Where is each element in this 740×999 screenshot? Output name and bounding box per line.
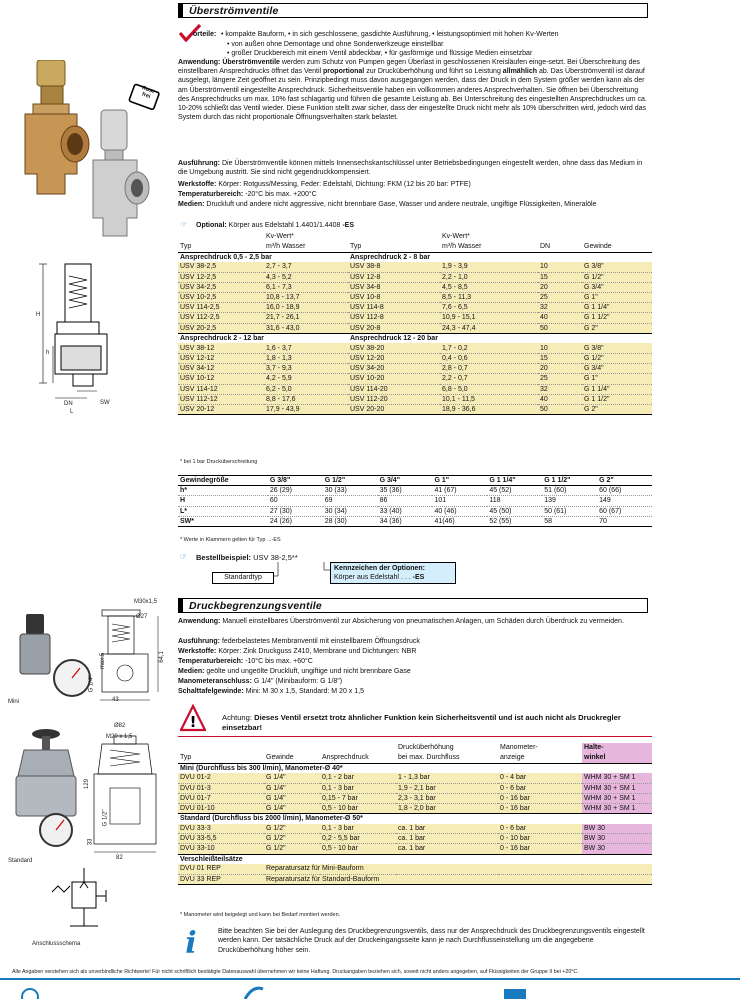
- h-man1: Manometer-: [500, 744, 538, 752]
- kv-right: 18,9 - 36,6: [440, 405, 538, 415]
- kv-left: 6,2 - 5,0: [264, 384, 348, 394]
- table-row: [178, 364, 652, 374]
- dim-m30: M30x1,5: [134, 599, 158, 605]
- kv-right: 2,2 - 0,7: [440, 374, 538, 384]
- typ-right: USV 112-20: [348, 394, 440, 404]
- value-cell: 34 (36): [378, 516, 433, 526]
- haltewinkel: WHM 30 + SM 1: [582, 773, 652, 783]
- dim-H: H: [36, 312, 41, 318]
- dim-g14: G 1/4": [88, 675, 95, 693]
- ansprechdruck: 0,2 - 5,5 bar: [320, 834, 396, 844]
- table3-footnote: * Manometer wird beigelegt und kann bei Bedarf montiert werden.: [180, 912, 341, 918]
- h-dn: DN: [540, 243, 551, 251]
- group-standard-header: [178, 814, 652, 824]
- h-halte2: winkel: [582, 753, 652, 763]
- table-row: [178, 282, 652, 292]
- footer-rule: [0, 978, 740, 980]
- beschreibung: Reparatursatz für Mini-Bauform: [264, 864, 652, 874]
- druckueberhoehung: 1 - 1,3 bar: [396, 773, 498, 783]
- svg-text:!: !: [189, 713, 197, 731]
- typ-right: USV 34-20: [348, 364, 440, 374]
- typ-left: USV 12-2,5: [178, 272, 264, 282]
- dn: 15: [538, 353, 582, 363]
- group-header-row: [178, 333, 652, 343]
- value-cell: 69: [323, 496, 378, 506]
- table-row: [178, 343, 652, 353]
- kv-right: 7,6 - 6,5: [440, 303, 538, 313]
- druckueberhoehung: 1,9 - 2,1 bar: [396, 783, 498, 793]
- typ: DVU 01 REP: [178, 864, 264, 874]
- value-cell: 26 (29): [268, 486, 323, 496]
- werkstoffe-line: Werkstoffe: Körper: Rotguss/Messing, Feder: Edelstahl, Dichtung: FKM (12 bis 20 bar: PTFE): [178, 181, 471, 188]
- dn: 40: [538, 313, 582, 323]
- table1-footnote: * bei 1 bar Drucküberschreitung: [180, 459, 258, 465]
- footer-disclaimer: Alle Angaben verstehen sich als unverbindliche Richtwerte! Für nicht schriftlich bestätigte Datenauswahl übernehmen wir keine Haftung. Druckangaben beziehen sich, soweit nicht anders angegeben, auf Flüssigkeiten der Gruppe II bei +20°C.: [12, 969, 579, 975]
- value-cell: 27 (30): [268, 506, 323, 516]
- section-header-ueberstroemventile: [178, 3, 648, 18]
- group-title: Mini (Durchfluss bis 300 l/min), Manometer-Ø 40*: [178, 763, 652, 773]
- s2-manometeranschluss: Manometeranschluss: G 1/4" (Minibauform: G 1/8"): [178, 678, 343, 685]
- dn: 10: [538, 343, 582, 353]
- value-cell: 60 (67): [597, 506, 652, 516]
- manometer: 0 - 16 bar: [498, 793, 582, 803]
- gewinde: G 3/8": [582, 343, 652, 353]
- h-typ: Typ: [180, 754, 192, 762]
- row-label: h*: [178, 486, 268, 496]
- h-ansp: Ansprechdruck: [322, 754, 369, 762]
- gewinde: G 1 1/4": [582, 384, 652, 394]
- gewinde: G 1/2": [582, 353, 652, 363]
- h-typ1: Typ: [180, 243, 192, 251]
- footer-logos: [0, 983, 740, 999]
- dim-g12: G 1/2": [102, 809, 109, 827]
- h-dru1: Drucküberhöhung: [398, 744, 454, 752]
- section-header-druckbegrenzungsventile: [178, 598, 648, 613]
- row-label: L*: [178, 506, 268, 516]
- typ-right: USV 12-8: [348, 272, 440, 282]
- kv-left: 1,6 - 3,7: [264, 343, 348, 353]
- h-kv2: Kv-Wert*: [442, 233, 470, 241]
- dn: 25: [538, 292, 582, 302]
- table-row: [178, 313, 652, 323]
- gewinde: G 1/4": [264, 773, 320, 783]
- vorteile-label: orteile:: [193, 31, 217, 38]
- group-mini-header: [178, 763, 652, 773]
- value-cell: 30 (34): [323, 506, 378, 516]
- haltewinkel: WHM 30 + SM 1: [582, 793, 652, 803]
- kv-left: 1,8 - 1,3: [264, 353, 348, 363]
- table-row: [178, 793, 652, 803]
- table-row: [178, 384, 652, 394]
- ansprechdruck: 0,1 - 3 bar: [320, 783, 396, 793]
- table-row: [178, 272, 652, 282]
- typ-left: USV 10-12: [178, 374, 264, 384]
- header-cell: G 1 1/2": [542, 476, 597, 486]
- value-cell: 30 (33): [323, 486, 378, 496]
- dn: 10: [538, 262, 582, 272]
- gewinde: G 1 1/2": [582, 313, 652, 323]
- druckueberhoehung: 1,8 - 2,0 bar: [396, 803, 498, 813]
- kv-left: 16,0 - 18,9: [264, 303, 348, 313]
- table-row: [178, 323, 652, 333]
- druckbegrenzungsventile-table: [178, 743, 652, 885]
- typ-left: USV 20-12: [178, 405, 264, 415]
- kv-right: 24,3 - 47,4: [440, 323, 538, 333]
- dim-43: 43: [112, 697, 119, 703]
- value-cell: 101: [432, 496, 487, 506]
- dn: 32: [538, 303, 582, 313]
- ueberstroemventile-table: [178, 232, 652, 415]
- haltewinkel: WHM 30 + SM 1: [582, 783, 652, 793]
- kv-left: 4,2 - 5,9: [264, 374, 348, 384]
- anwendung-paragraph: Anwendung: Überströmventile werden zum Schutz von Pumpen gegen Überlast in geschlossenen Kreisläufen einge-setzt. Bei Überschreitung des einstellbaren Ansprechdrucks öffnet das Ventil proportional zur Drucküberhöhung und führt so Leistung allmählich ab. Das Überströmventil ist darauf ausgelegt, längere Zeit geöffnet zu sein. Prinzipbedingt muss davon ausgegangen werden, dass der Druck in dem System größer werden kann als der am Überströmventil eingestellte Ansprechdruck. Sicherheitsventile haben ein vollkommen anderes Ansprechverhalten. Sie öffnen bei Überschreitung des Ansprechdrucks um max. 10% fast schlagartig und führen die gesamte Leistung ab. Bei Unterschreitung des eingestellten Ansprechdruckes um ca. 10-20% schließt das Ventil wieder. Diese Funktion stellt zwar sicher, dass der eingestellte Druck nicht mehr als 10% überschritten wird, jedoch wird das System durch das nicht proportionale Öffnungsverhalten stark belastet.: [178, 59, 647, 122]
- table-row: [178, 303, 652, 313]
- dim-82b: 82: [116, 855, 123, 861]
- value-cell: 60 (66): [597, 486, 652, 496]
- header-cell: G 1/2": [323, 476, 378, 486]
- mini-label: Mini: [8, 699, 20, 705]
- info-icon: [180, 926, 202, 956]
- haltewinkel: BW 30: [582, 834, 652, 844]
- typ-right: USV 12-20: [348, 353, 440, 363]
- typ: DVU 01-10: [178, 803, 264, 813]
- anschlussschema-label: Anschlussschema: [32, 941, 81, 947]
- gewinde: G 1/2": [264, 834, 320, 844]
- info-text: Bitte beachten Sie bei der Auslegung des Druckbegrenzungsventils, dass nur der Ansprechdruck des Druckbegrenzungsventils eingestellt werden kann. Der tatsächliche Druck auf der Druckeingangsseite kann je nach Durchflusseinstellung um die angegebene Drucküberhöhung höher sein.: [218, 928, 645, 954]
- typ-left: USV 20-2,5: [178, 323, 264, 333]
- warning-text: Achtung: Dieses Ventil ersetzt trotz ähnlicher Funktion kein Sicherheitsventil und ist auch nicht als Druckregler einsetzbar!: [222, 713, 621, 732]
- header-cell: Gewindegröße: [178, 476, 268, 486]
- typ-left: USV 38-2,5: [178, 262, 264, 272]
- gewinde: G 1/2": [582, 272, 652, 282]
- ansprechdruck: 0,5 - 10 bar: [320, 844, 396, 854]
- group-title-left: Ansprechdruck 2 - 12 bar: [178, 333, 348, 343]
- value-cell: 41 (67): [432, 486, 487, 496]
- value-cell: 28 (30): [323, 516, 378, 526]
- kv-right: 8,5 - 11,3: [440, 292, 538, 302]
- gewinde: G 2": [582, 323, 652, 333]
- typ-right: USV 114-8: [348, 303, 440, 313]
- dn: 32: [538, 384, 582, 394]
- typ: DVU 01-2: [178, 773, 264, 783]
- table-row: [178, 506, 652, 516]
- standardtyp-box: Standardtyp: [212, 572, 274, 584]
- manometer: 0 - 16 bar: [498, 803, 582, 813]
- group-title-right: Ansprechdruck 12 - 20 bar: [348, 333, 652, 343]
- kv-left: 17,9 - 43,9: [264, 405, 348, 415]
- kennzeichen-box: Kennzeichen der Optionen: Körper aus Edelstahl . . . -ES: [330, 562, 456, 584]
- gewinde: G 1": [582, 292, 652, 302]
- value-cell: 86: [378, 496, 433, 506]
- gewinde: G 1 1/4": [582, 303, 652, 313]
- gewinde: G 1/4": [264, 793, 320, 803]
- header-cell: G 3/8": [268, 476, 323, 486]
- table2-footnote: * Werte in Klammern gelten für Typ ...-ES: [180, 537, 281, 543]
- table-header-row: [178, 476, 652, 486]
- vorteile-line-2: • von außen ohne Demontage und ohne Sonderwerkzeuge einstellbar: [227, 40, 444, 48]
- value-cell: 33 (40): [378, 506, 433, 516]
- manometer: 0 - 4 bar: [498, 773, 582, 783]
- h-kv1: Kv-Wert*: [266, 233, 294, 241]
- typ-left: USV 114-12: [178, 384, 264, 394]
- table-row: [178, 844, 652, 854]
- value-cell: 58: [542, 516, 597, 526]
- table-row: [178, 874, 652, 884]
- value-cell: 40 (46): [432, 506, 487, 516]
- gewinde: G 3/4": [582, 364, 652, 374]
- table-row: [178, 803, 652, 813]
- ansprechdruck: 0,15 - 7 bar: [320, 793, 396, 803]
- kv-left: 3,7 - 9,3: [264, 364, 348, 374]
- table-row: [178, 516, 652, 526]
- kv-right: 1,7 - 0,2: [440, 343, 538, 353]
- gewinde: G 3/4": [582, 282, 652, 292]
- h-gewinde: Gewinde: [584, 243, 612, 251]
- kv-left: 31,6 - 43,0: [264, 323, 348, 333]
- value-cell: 45 (50): [487, 506, 542, 516]
- s2-anwendung: Anwendung: Manuell einstellbares Überströmventil zur Absicherung von pneumatischen Anlagen, um Schäden durch Überdruck zu vermeiden.: [178, 618, 624, 625]
- typ-right: USV 114-20: [348, 384, 440, 394]
- kv-left: 4,3 - 5,2: [264, 272, 348, 282]
- technical-drawing-valve: [25, 258, 125, 418]
- value-cell: 60: [268, 496, 323, 506]
- kv-right: 0,4 - 0,6: [440, 353, 538, 363]
- h-dru2: bei max. Durchfluss: [398, 754, 460, 762]
- kv-left: 21,7 - 26,1: [264, 313, 348, 323]
- druckueberhoehung: ca. 1 bar: [396, 844, 498, 854]
- value-cell: 51 (60): [542, 486, 597, 496]
- group-verschleiss-header: [178, 854, 652, 864]
- manometer: 0 - 6 bar: [498, 824, 582, 834]
- section-title: Überströmventile: [189, 5, 279, 17]
- dim-129: 129: [84, 778, 91, 789]
- kv-right: 4,5 - 8,5: [440, 282, 538, 292]
- value-cell: 52 (55): [487, 516, 542, 526]
- typ-left: USV 38-12: [178, 343, 264, 353]
- ansprechdruck: 0,1 - 2 bar: [320, 773, 396, 783]
- h-man2: anzeige: [500, 754, 525, 762]
- gewinde: G 2": [582, 405, 652, 415]
- typ-left: USV 12-12: [178, 353, 264, 363]
- kv-left: 2,7 - 3,7: [264, 262, 348, 272]
- typ-right: USV 10-20: [348, 374, 440, 384]
- group-title: Standard (Durchfluss bis 2000 l/min), Manometer-Ø 50*: [178, 814, 652, 824]
- gewinde: G 1/2": [264, 824, 320, 834]
- dim-L: L: [70, 409, 74, 415]
- typ: DVU 01-3: [178, 783, 264, 793]
- s2-schalttafelgewinde: Schalttafelgewinde: Mini: M 30 x 1,5, Standard: M 20 x 1,5: [178, 688, 364, 695]
- dim-h: h: [46, 350, 50, 356]
- table-row: [178, 374, 652, 384]
- warning-divider: [178, 736, 652, 737]
- group-title-left: Ansprechdruck 0,5 - 2,5 bar: [178, 252, 348, 262]
- row-label: H: [178, 496, 268, 506]
- value-cell: 45 (52): [487, 486, 542, 496]
- value-cell: 35 (36): [378, 486, 433, 496]
- section-title-2: Druckbegrenzungsventile: [189, 600, 322, 612]
- value-cell: 41(46): [432, 516, 487, 526]
- dn: 50: [538, 405, 582, 415]
- gewinde: G 1/4": [264, 803, 320, 813]
- dim-SW: SW: [100, 400, 110, 406]
- kv-left: 10,8 - 13,7: [264, 292, 348, 302]
- h-gew: Gewinde: [266, 754, 294, 762]
- dim-max5: max.5: [100, 652, 107, 670]
- vorteile-line-3: • großer Druckbereich mit einem Ventil abdeckbar, • für gasförmige und flüssige Medien einsetzbar: [227, 50, 533, 57]
- dn: 40: [538, 394, 582, 404]
- gewinde: G 1/4": [264, 783, 320, 793]
- gewinde: G 1/2": [264, 844, 320, 854]
- typ: DVU 33-3: [178, 824, 264, 834]
- gewinde: G 3/8": [582, 262, 652, 272]
- dim-33: 33: [87, 838, 94, 846]
- typ-left: USV 112-2,5: [178, 313, 264, 323]
- s2-temperatur: Temperaturbereich: -10°C bis max. +60°C: [178, 658, 313, 665]
- kv-right: 2,8 - 0,7: [440, 364, 538, 374]
- kv-right: 1,9 - 3,9: [440, 262, 538, 272]
- pointing-hand-icon: ☞: [180, 220, 188, 229]
- group-title-right: Ansprechdruck 2 - 8 bar: [348, 252, 652, 262]
- typ: DVU 33-5,5: [178, 834, 264, 844]
- typ-left: USV 112-12: [178, 394, 264, 404]
- header-cell: G 2": [597, 476, 652, 486]
- gewinde: G 1": [582, 374, 652, 384]
- typ-right: USV 20-8: [348, 323, 440, 333]
- typ-right: USV 38-20: [348, 343, 440, 353]
- header-cell: G 3/4": [378, 476, 433, 486]
- table-row: [178, 783, 652, 793]
- pointing-hand-icon-2: ☞: [180, 552, 188, 561]
- table-row: [178, 834, 652, 844]
- ansprechdruck: 0,5 - 10 bar: [320, 803, 396, 813]
- haltewinkel: WHM 30 + SM 1: [582, 803, 652, 813]
- beschreibung: Reparatursatz für Standard-Bauform: [264, 874, 652, 884]
- table-row: [178, 292, 652, 302]
- manometer: 0 - 10 bar: [498, 834, 582, 844]
- optional-line: Optional: Körper aus Edelstahl 1.4401/1.4408 -ES: [196, 222, 354, 229]
- h-typ2: Typ: [350, 243, 362, 251]
- anschlussschema-symbol: [50, 868, 114, 942]
- dim-d82: Ø82: [114, 723, 126, 729]
- manometer: 0 - 16 bar: [498, 844, 582, 854]
- kv-right: 6,8 - 5,0: [440, 384, 538, 394]
- h-halte1: Halte-: [582, 743, 652, 753]
- bestellbeispiel-line: Bestellbeispiel: USV 38-2,5**: [196, 553, 298, 562]
- value-cell: 118: [487, 496, 542, 506]
- s2-ausfuehrung: Ausführung: federbelastetes Membranventil mit einstellbarem Öffnungsdruck: [178, 638, 420, 645]
- value-cell: 50 (61): [542, 506, 597, 516]
- druckueberhoehung: ca. 1 bar: [396, 824, 498, 834]
- kv-left: 8,8 - 17,6: [264, 394, 348, 404]
- kv-left: 6,1 - 7,3: [264, 282, 348, 292]
- dim-DN: DN: [64, 401, 73, 407]
- typ-right: USV 34-8: [348, 282, 440, 292]
- haltewinkel: BW 30: [582, 844, 652, 854]
- table-row: [178, 405, 652, 415]
- druckueberhoehung: ca. 1 bar: [396, 834, 498, 844]
- ansprechdruck: 0,1 - 3 bar: [320, 824, 396, 834]
- manometer: 0 - 6 bar: [498, 783, 582, 793]
- typ-left: USV 114-2,5: [178, 303, 264, 313]
- rostfrei-badge: Rost frei: [140, 85, 155, 101]
- dim-d27: Ø27: [136, 614, 148, 620]
- table-row: [178, 773, 652, 783]
- table-row: [178, 864, 652, 874]
- haltewinkel: BW 30: [582, 824, 652, 834]
- table-row: [178, 262, 652, 272]
- s2-medien: Medien: geölte und ungeölte Druckluft, ungiftige und nicht brennbare Gase: [178, 668, 411, 675]
- warning-icon: [180, 704, 206, 734]
- medien-line: Medien: Druckluft und andere nicht aggressive, nicht brennbare Gase, Wasser und andere neutrale, ungiftige Flüssigkeiten, Mineralöle: [178, 201, 597, 208]
- standard-label: Standard: [8, 858, 33, 864]
- temperaturbereich-line: Temperaturbereich: -20°C bis max. +200°C: [178, 191, 317, 198]
- typ-left: USV 34-2,5: [178, 282, 264, 292]
- typ-right: USV 10-8: [348, 292, 440, 302]
- typ-left: USV 10-2,5: [178, 292, 264, 302]
- typ: DVU 33-10: [178, 844, 264, 854]
- typ: DVU 33 REP: [178, 874, 264, 884]
- dn: 25: [538, 374, 582, 384]
- dn: 15: [538, 272, 582, 282]
- kv-right: 2,2 - 1,0: [440, 272, 538, 282]
- druckueberhoehung: 2,3 - 3,1 bar: [396, 793, 498, 803]
- table-row: [178, 824, 652, 834]
- header-cell: G 1": [432, 476, 487, 486]
- row-label: SW*: [178, 516, 268, 526]
- typ-right: USV 112-8: [348, 313, 440, 323]
- h-kv1b: m³/h Wasser: [266, 243, 306, 251]
- table-row: [178, 496, 652, 506]
- vorteile-line-1: • kompakte Bauform, • in sich geschlossene, gasdichte Ausführung, • leistungsoptimiert mit hohen Kv-Werten: [221, 31, 559, 38]
- kv-right: 10,9 - 15,1: [440, 313, 538, 323]
- dn: 20: [538, 364, 582, 374]
- group-title: Verschleißteilsätze: [178, 854, 652, 864]
- gewinde-dimensions-table: [178, 475, 652, 527]
- table-row: [178, 394, 652, 404]
- value-cell: 24 (26): [268, 516, 323, 526]
- value-cell: 149: [597, 496, 652, 506]
- h-kv2b: m³/h Wasser: [442, 243, 482, 251]
- table-row: [178, 486, 652, 496]
- dn: 20: [538, 282, 582, 292]
- kv-right: 10,1 - 11,5: [440, 394, 538, 404]
- value-cell: 139: [542, 496, 597, 506]
- header-cell: G 1 1/4": [487, 476, 542, 486]
- typ-left: USV 34-12: [178, 364, 264, 374]
- ausfuehrung-paragraph: Ausführung: Die Überströmventile können mittels Innensechskantschlüssel unter Betriebsbedingungen eingestellt werden, ohne dass das Medium in die Umgebung austritt. Sie sind nicht gegendruckkompensiert.: [178, 160, 643, 177]
- dn: 50: [538, 323, 582, 333]
- group-header-row: [178, 252, 652, 262]
- s2-werkstoffe: Werkstoffe: Körper: Zink Druckguss Z410, Membrane und Dichtungen: NBR: [178, 648, 417, 655]
- svg-text:i: i: [185, 926, 197, 956]
- typ: DVU 01-7: [178, 793, 264, 803]
- typ-right: USV 38-8: [348, 262, 440, 272]
- gewinde: G 1 1/2": [582, 394, 652, 404]
- typ-right: USV 20-20: [348, 405, 440, 415]
- dim-641: 64,1: [158, 651, 165, 663]
- table-row: [178, 353, 652, 363]
- dim-m20: M20 x 1,5: [106, 734, 133, 740]
- value-cell: 70: [597, 516, 652, 526]
